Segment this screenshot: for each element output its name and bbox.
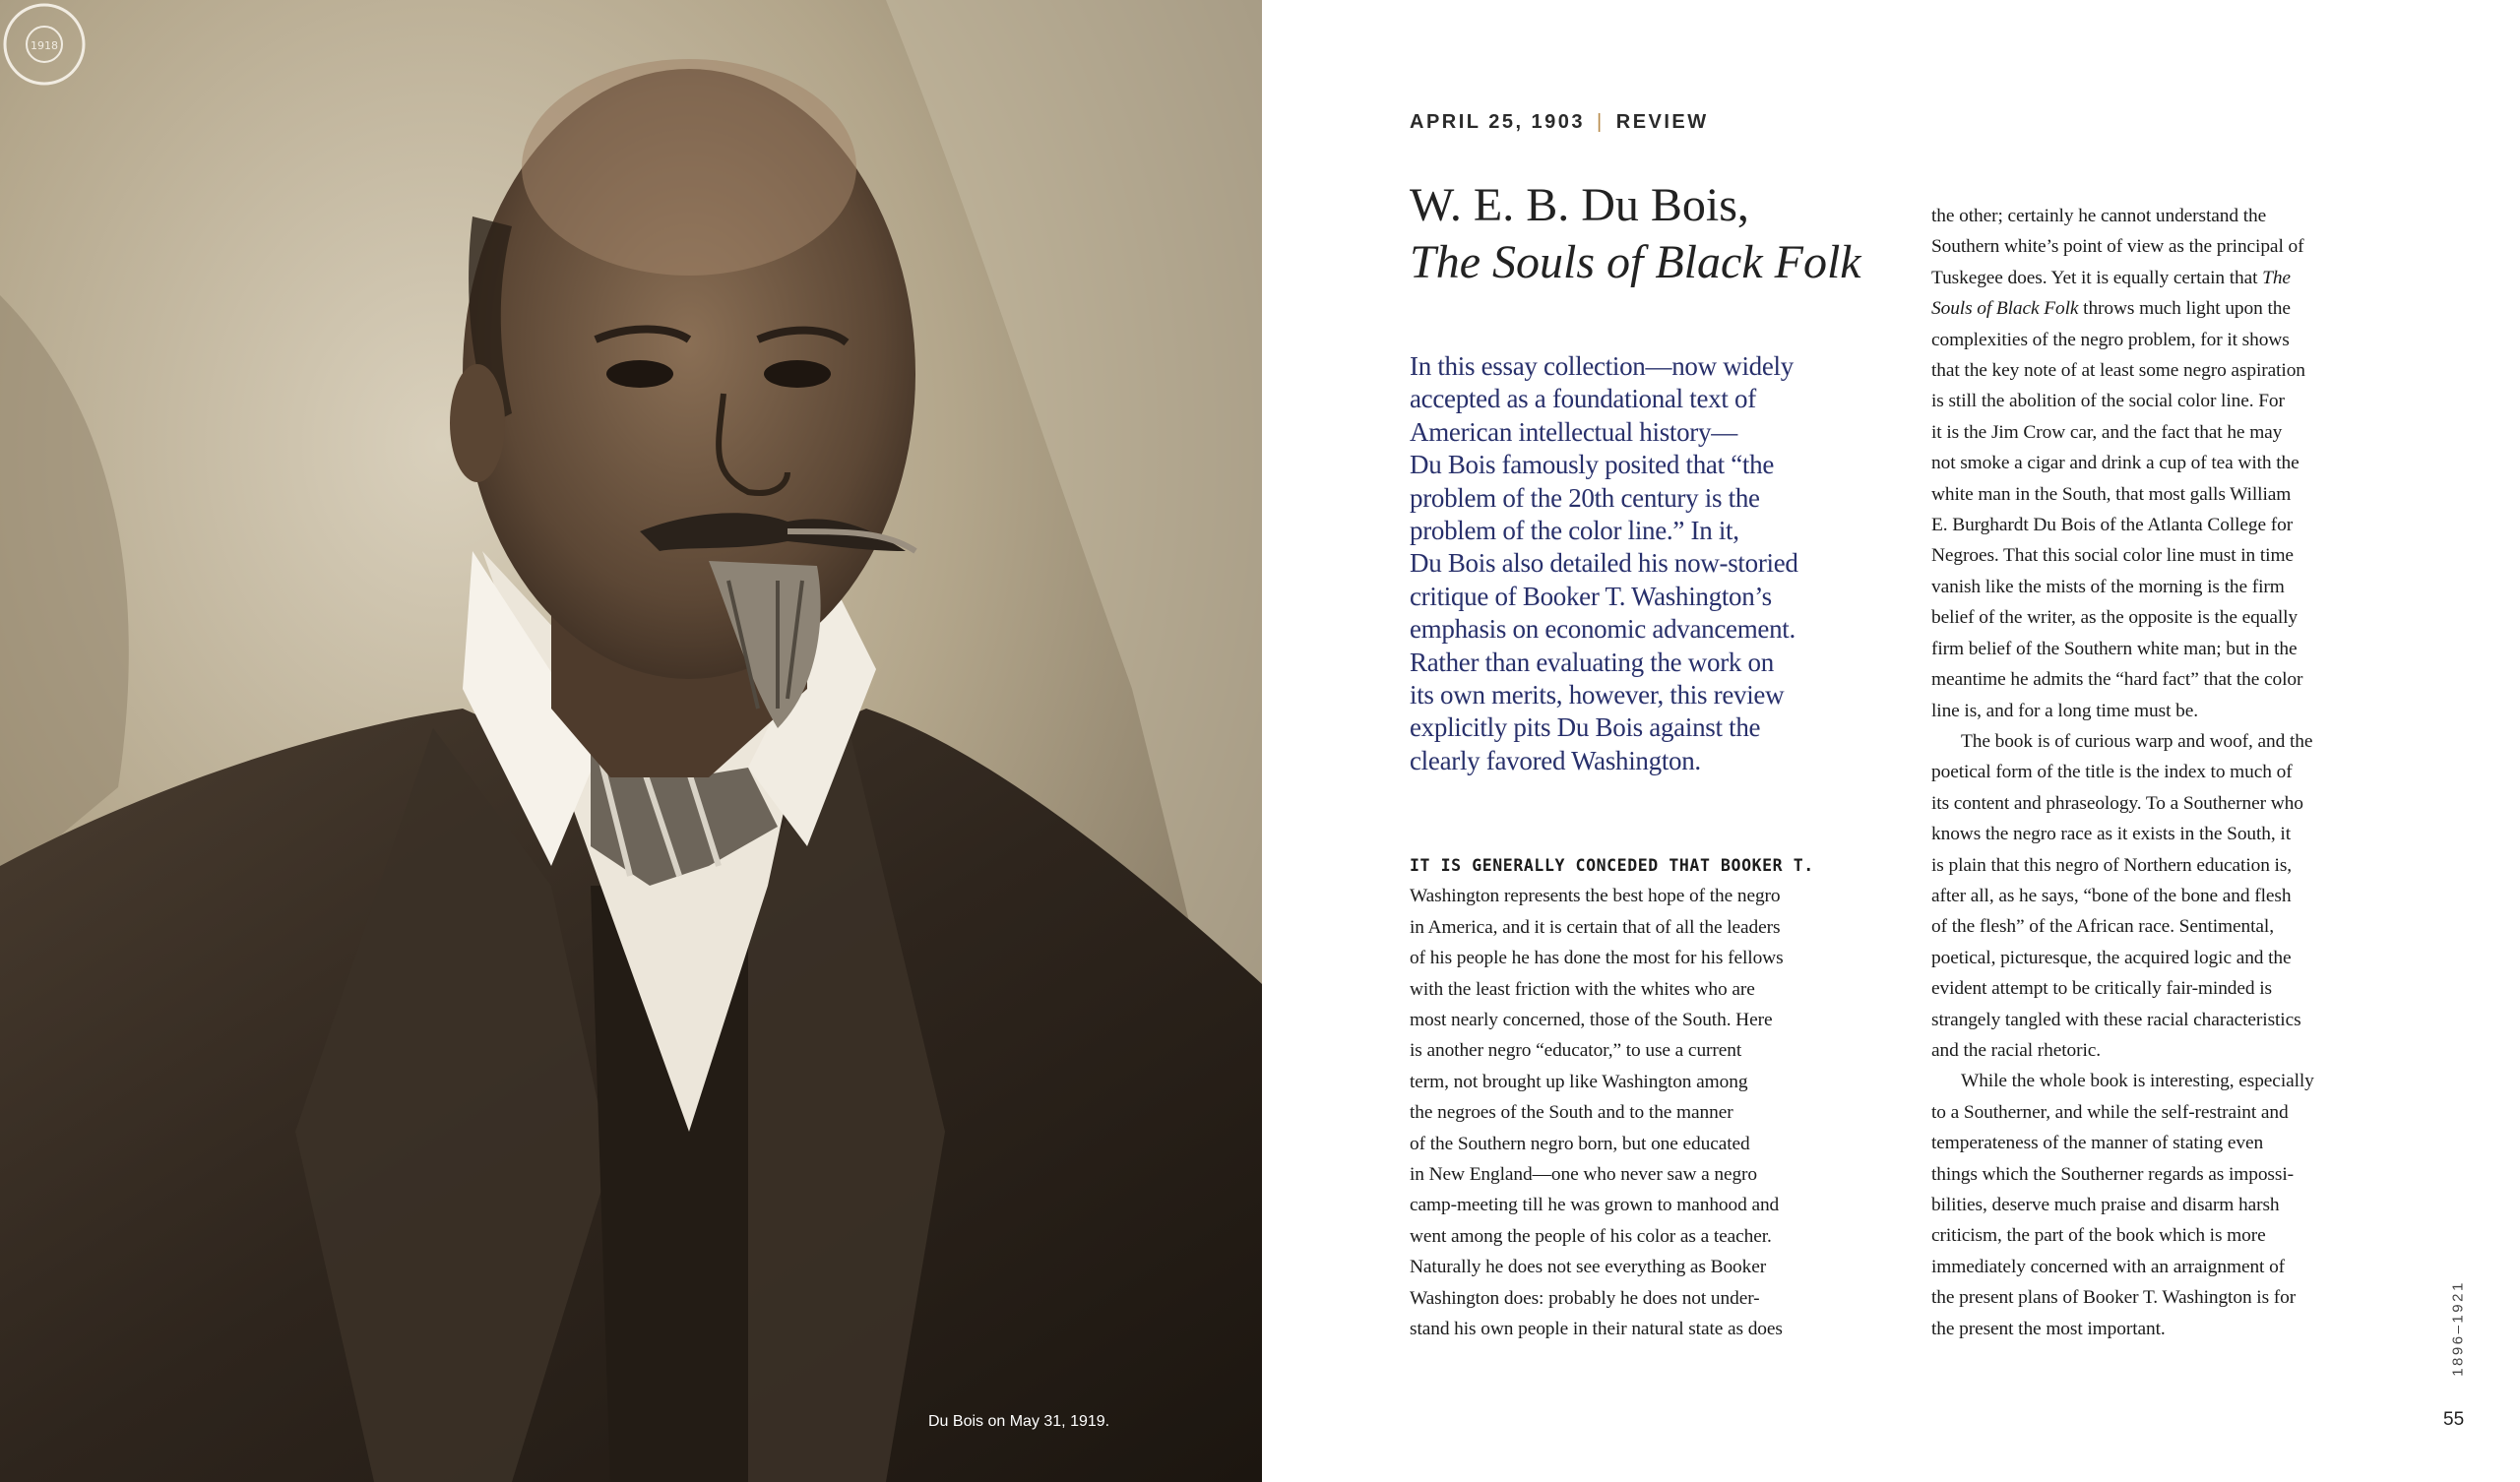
photographer-stamp [0, 0, 89, 89]
intro-line: Du Bois famously posited that “the [1410, 450, 1775, 480]
intro-line: problem of the 20th century is the [1410, 482, 1760, 513]
body-line: complexities of the negro problem, for it shows [1931, 329, 2290, 350]
body-line: with the least friction with the whites who are [1410, 978, 1755, 1000]
body-line: its content and phraseology. To a Southerner who [1931, 792, 2303, 814]
intro-line: its own merits, however, this review [1410, 680, 1785, 710]
intro-line: Rather than evaluating the work on [1410, 647, 1774, 677]
kicker-separator: | [1597, 111, 1605, 133]
article-column-1 [1410, 850, 1862, 1345]
body-line: bilities, deserve much praise and disarm harsh [1931, 1195, 2280, 1215]
body-line: is another negro “educator,” to use a current [1410, 1040, 1742, 1062]
body-line: camp-meeting till he was grown to manhood and [1410, 1195, 1780, 1216]
book-title-italic: Souls of Black Folk [1931, 298, 2079, 320]
body-line: is plain that this negro of Northern education is, [1931, 854, 2293, 876]
era-range [2438, 1279, 2478, 1378]
intro-line: emphasis on economic advancement. [1410, 614, 1796, 645]
body-line: vanish like the mists of the morning is the firm [1931, 576, 2285, 597]
article-column-2 [1931, 201, 2384, 1344]
intro-line: American intellectual history— [1410, 416, 1737, 447]
body-text: Tuskegee does. Yet it is equally certain that [1931, 267, 2263, 288]
body-line: went among the people of his color as a teacher. [1410, 1225, 1772, 1247]
body-line: to a Southerner, and while the self-restraint and [1931, 1101, 2289, 1123]
body-line: not smoke a cigar and drink a cup of tea with the [1931, 453, 2300, 474]
svg-text:1918: 1918 [31, 39, 58, 52]
body-line: meantime he admits the “hard fact” that the color [1931, 669, 2303, 691]
body-line: the negroes of the South and to the manner [1410, 1102, 1733, 1124]
body-line: firm belief of the Southern white man; but in the [1931, 638, 2298, 659]
body-line: of the Southern negro born, but one educated [1410, 1133, 1750, 1154]
body-line: Negroes. That this social color line must in time [1931, 545, 2294, 567]
intro-line: explicitly pits Du Bois against the [1410, 712, 1761, 743]
page-number: 55 [2443, 1409, 2465, 1430]
body-line: Southern white’s point of view as the principal of [1931, 236, 2304, 258]
intro-line: accepted as a foundational text of [1410, 384, 1756, 414]
intro-line: Du Bois also detailed his now-storied [1410, 548, 1798, 579]
body-line: E. Burghardt Du Bois of the Atlanta College for [1931, 515, 2294, 536]
article-date: APRIL 25, 1903 [1410, 111, 1586, 133]
body-line: Washington does: probably he does not under- [1410, 1287, 1760, 1309]
body-line: term, not brought up like Washington among [1410, 1071, 1748, 1092]
article-section: REVIEW [1615, 111, 1709, 133]
body-line: belief of the writer, as the opposite is the equally [1931, 607, 2299, 629]
body-line: criticism, the part of the book which is more [1931, 1225, 2266, 1247]
title-author: W. E. B. Du Bois, [1410, 179, 1749, 231]
body-line: The book is of curious warp and woof, and the [1961, 730, 2313, 752]
body-line: immediately concerned with an arraignment of [1931, 1256, 2286, 1277]
body-line: evident attempt to be critically fair-minded is [1931, 978, 2272, 1000]
body-line: of his people he has done the most for his fellows [1410, 948, 1784, 969]
body-line: that the key note of at least some negro aspiration [1931, 360, 2305, 382]
intro-line: problem of the color line.” In it, [1410, 516, 1739, 546]
body-line: of the flesh” of the African race. Sentimental, [1931, 916, 2274, 938]
body-line: While the whole book is interesting, especially [1961, 1071, 2314, 1092]
body-line: stand his own people in their natural state as does [1410, 1319, 1783, 1340]
intro-line: critique of Booker T. Washington’s [1410, 581, 1772, 611]
body-line: line is, and for a long time must be. [1931, 700, 2198, 721]
body-line: things which the Southerner regards as impossi- [1931, 1163, 2294, 1185]
body-line: the present plans of Booker T. Washington is for [1931, 1287, 2297, 1309]
body-line: is still the abolition of the social color line. For [1931, 391, 2285, 412]
intro-line: clearly favored Washington. [1410, 745, 1701, 775]
body-line: the present the most important. [1931, 1318, 2166, 1339]
body-text: throws much light upon the [2078, 298, 2291, 320]
body-line [1931, 293, 2384, 324]
body-line: knows the negro race as it exists in the South, it [1931, 824, 2291, 845]
body-line: and the racial rhetoric. [1931, 1039, 2102, 1061]
body-line: temperateness of the manner of stating even [1931, 1133, 2264, 1154]
body-line: in New England—one who never saw a negro [1410, 1164, 1758, 1186]
body-line: Naturally he does not see everything as Booker [1410, 1257, 1767, 1278]
body-line: the other; certainly he cannot understand the [1931, 206, 2267, 226]
title-book: The Souls of Black Folk [1410, 236, 1861, 288]
article-title [1410, 177, 1922, 291]
body-line: poetical form of the title is the index to much of [1931, 762, 2293, 783]
body-line [1931, 263, 2384, 293]
intro-deck [1410, 350, 1853, 777]
photo-caption: Du Bois on May 31, 1919. [928, 1413, 1110, 1430]
lead-in: IT IS GENERALLY CONCEDED THAT BOOKER T. [1410, 856, 1814, 875]
body-line: white man in the South, that most galls William [1931, 483, 2292, 505]
body-line: poetical, picturesque, the acquired logic and the [1931, 947, 2292, 968]
body-line: it is the Jim Crow car, and the fact that he may [1931, 421, 2283, 443]
era-range-text: 1896–1921 [2449, 1280, 2467, 1377]
body-line: most nearly concerned, those of the South. Here [1410, 1010, 1773, 1031]
intro-line: In this essay collection—now widely [1410, 351, 1794, 381]
book-title-italic: The [2262, 267, 2291, 288]
body-line: after all, as he says, “bone of the bone and flesh [1931, 885, 2292, 906]
body-line: strangely tangled with these racial characteristics [1931, 1009, 2301, 1030]
body-line: Washington represents the best hope of the negro [1410, 886, 1781, 907]
article-kicker [1410, 111, 1709, 134]
body-line: in America, and it is certain that of all the leaders [1410, 916, 1781, 938]
